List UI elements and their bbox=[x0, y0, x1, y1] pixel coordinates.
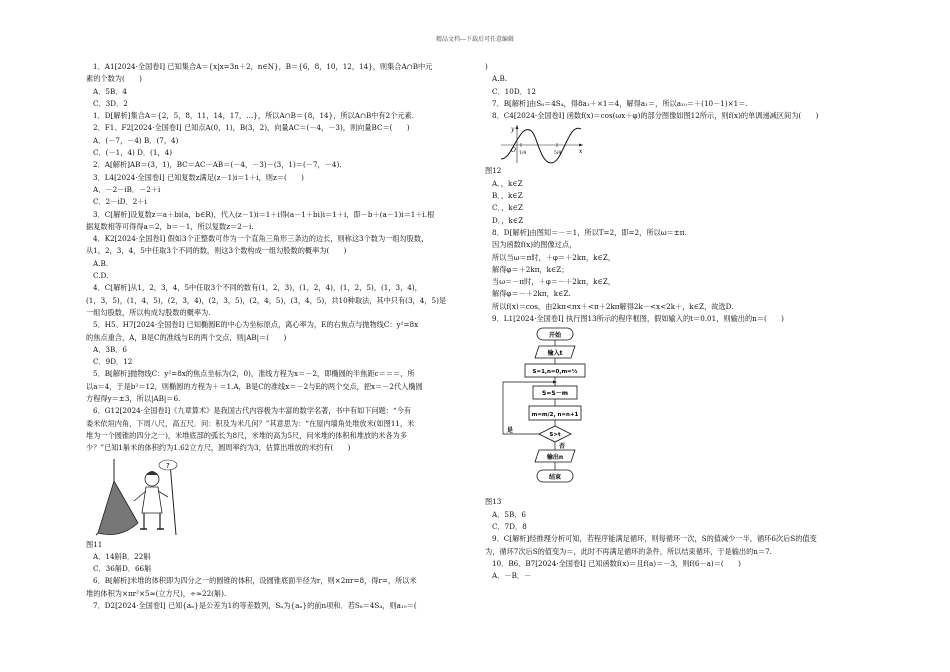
text-line: 1．A1[2024·全国卷Ⅰ] 已知集合A＝{x|x=3n＋2，n∈N}，B＝{6，8，10，12，14}，则集合A∩B中元 bbox=[93, 62, 433, 71]
flow-output: 输出n bbox=[546, 454, 564, 462]
text-line: C.D. bbox=[93, 271, 109, 281]
text-line: 8．D[解析]由图知＝－＝1，所以T=2，即=2，所以ω＝±π. bbox=[492, 227, 687, 237]
right-lines-after bbox=[485, 496, 885, 582]
fig12-x-label: x bbox=[579, 148, 583, 156]
text-line: (1，3，5)，(1，4，5)，(2，3，4)，(2，3，5)，(2，4，5)，(3，4，5)，共10种取法，其中只有(3，4，5)是 bbox=[86, 295, 447, 305]
text-line: 1．D[解析]集合A＝{2，5，8，11，14，17，…}，所以A∩B＝{8，14}，所以A∩B中有2个元素. bbox=[93, 111, 415, 121]
text-line: A．，k∈Z bbox=[492, 178, 523, 188]
fig12-y-label: y bbox=[511, 126, 515, 134]
text-line: C．10D．12 bbox=[492, 86, 536, 96]
flow-start: 开始 bbox=[548, 332, 562, 340]
text-line: C．，k∈Z bbox=[492, 203, 523, 213]
right-lines-mid bbox=[485, 165, 885, 325]
svg-text:?: ? bbox=[166, 461, 170, 470]
text-line: 9．C[解析]经推理分析可知，若程序能满足循环，则每循环一次，S的值减少一半，循环6次后S的值变 bbox=[492, 534, 817, 544]
text-line: 解得φ＝－＋2kπ，k∈Z. bbox=[492, 289, 571, 299]
text-line: C．7D．8 bbox=[492, 521, 527, 531]
text-line: 4．K2[2024·全国卷Ⅰ] 假如3个正整数可作为一个直角三角形三条边的边长，则称这3个数为一组勾股数， bbox=[93, 234, 429, 244]
flow-end: 结束 bbox=[548, 474, 562, 482]
text-line: ) bbox=[485, 62, 488, 71]
flow-yes-label: 是 bbox=[507, 427, 514, 435]
left-column bbox=[86, 61, 476, 612]
page-header: 精品文档---下载后可任意编辑 bbox=[435, 36, 515, 43]
text-line: D．，k∈Z bbox=[492, 215, 524, 225]
text-line: 2．F1、F2[2024·全国卷Ⅰ] 已知点A(0，1)，B(3，2)，向量AC＝(－4，－3)，则向量BC＝( ) bbox=[93, 123, 410, 133]
text-line: 所以当ω＝π时，＋φ＝＋2kπ，k∈Z， bbox=[492, 252, 616, 262]
text-line: 图12 bbox=[485, 166, 502, 176]
text-line: 解得φ＝＋2kπ，k∈Z； bbox=[492, 264, 569, 274]
text-line: 素的个数为( ) bbox=[86, 74, 142, 84]
text-line: 7．B[解析]由S₈＝4S₄，得8a₁＋×1＝4，解得a₁＝，所以a₁₀＝＋(10－1)×1＝. bbox=[492, 98, 748, 108]
text-line: 5．B[解析]抛物线C：y²=8x的焦点坐标为(2，0)，准线方程为x＝－2，即椭圆的半焦距c＝＝＝，所 bbox=[93, 369, 415, 379]
text-line: C．9D．12 bbox=[93, 357, 133, 367]
text-line: A．5B．4 bbox=[93, 86, 127, 96]
left-lines bbox=[86, 61, 476, 455]
text-line: 7．D2[2024·全国卷Ⅰ] 已知{aₙ}是公差为1的等差数列，Sₙ为{aₙ}的前n项和．若S₈＝4S₄，则a₁₀＝( bbox=[93, 600, 417, 610]
flow-init: S=1,n=0,m=½ bbox=[532, 369, 578, 376]
text-line: A．－B．－ bbox=[492, 571, 532, 581]
text-line: 据复数相等可得得a＝2，b＝－1，所以复数z＝2－i. bbox=[86, 221, 254, 231]
text-line: 委米依垣内角，下周八尺，高五尺．问：积及为米几何？”其意思为：“在屋内墙角处堆放米(如图11，米 bbox=[86, 418, 415, 428]
text-line: A．14斛B．22斛 bbox=[93, 551, 151, 561]
text-line: 2．A[解析]AB＝(3，1)，BC＝AC－AB＝(－4，－3)－(3，1)＝(－7，－4). bbox=[93, 160, 342, 170]
text-line: A．－2－iB．－2＋i bbox=[93, 184, 161, 194]
text-line: 堆为一个圆锥的四分之一)，米堆底部的弧长为8尺，米堆的高为5尺，问米堆的体积和堆放的米各为多 bbox=[86, 430, 408, 440]
text-line: 堆的体积为×πr²×5≈(立方尺)，÷≈22(斛). bbox=[86, 588, 227, 598]
text-line: C．2－iD．2＋i bbox=[93, 197, 147, 207]
text-line: 以a＝4，于是b²＝12，则椭圆的方程为＋＝1.A，B是C的准线x＝－2与E的两个交点，把x＝－2代入椭圆 bbox=[86, 381, 423, 391]
text-line: 的焦点重合，A，B是C的准线与E的两个交点，则|AB|＝( ) bbox=[86, 332, 287, 342]
text-line: A．(－7，－4) B．(7，4) bbox=[93, 135, 179, 145]
text-line: 3．L4[2024·全国卷Ⅰ] 已知复数z满足(z－1)i＝1＋i，则z＝( ) bbox=[93, 172, 304, 182]
text-line: C．3D．2 bbox=[93, 98, 128, 108]
text-line: 6．G12[2024·全国卷Ⅰ]《九章算术》是我国古代内容极为丰富的数学名著，书中有如下问题：“今有 bbox=[93, 406, 412, 416]
text-line: 少？”已知1斛米的体积约为1.62立方尺，圆周率约为3，估算出堆放的米约有( ) bbox=[86, 443, 351, 453]
text-line: 为，循环7次后S的值变为＝，此时不再满足循环的条件，所以结束循环，于是输出的n＝7. bbox=[485, 546, 772, 556]
text-line: A.B. bbox=[93, 258, 109, 268]
text-line: 8．C4[2024·全国卷Ⅰ] 函数f(x)＝cos(ωx＋φ)的部分图像如图12所示，则f(x)的单调递减区间为( ) bbox=[492, 111, 819, 121]
flow-input: 输入t bbox=[547, 350, 563, 358]
fig12-origin-label: O bbox=[511, 147, 516, 155]
flow-step2: m=m/2, n=n+1 bbox=[531, 412, 579, 419]
text-line: A．5B．6 bbox=[492, 509, 526, 519]
flow-step1: S=S－m bbox=[542, 390, 568, 398]
text-line: 当ω＝－π时，＋φ＝－＋2kπ，k∈Z， bbox=[492, 277, 616, 287]
flow-no-label: 否 bbox=[559, 443, 566, 451]
text-line: A.B. bbox=[492, 74, 508, 84]
text-line: 方程得y＝±3，所以|AB|＝6. bbox=[86, 394, 181, 404]
text-line: 图11 bbox=[86, 539, 103, 549]
fig12-tick-2: 5/4 bbox=[554, 151, 562, 157]
text-line: 一组勾股数，所以构成勾股数的概率为. bbox=[86, 307, 211, 317]
text-line: C．(－1，4) D．(1，4) bbox=[93, 148, 172, 158]
right-column bbox=[485, 61, 885, 582]
text-line: 9．L1[2024·全国卷Ⅰ] 执行图13所示的程序框图，假如输入的t＝0.01，则输出的n＝( ) bbox=[492, 314, 784, 324]
flow-condition: S>t bbox=[549, 432, 561, 439]
figure-11-rice-pile-illustration bbox=[94, 457, 190, 539]
text-line: 3．C[解析]设复数z＝a＋bi(a，b∈R)，代入(z－1)i＝1＋i得(a－1＋bi)i＝1＋i，即－b＋(a－1)i＝1＋i.根 bbox=[93, 209, 435, 219]
text-line: 5．H5、H7[2024·全国卷Ⅰ] 已知椭圆E的中心为坐标原点，离心率为，E的右焦点与抛物线C：y²=8x bbox=[93, 320, 419, 330]
text-line: C．36斛D．66斛 bbox=[93, 564, 152, 574]
text-line: 10．B6、B7[2024·全国卷Ⅰ] 已知函数f(x)＝且f(a)＝－3，则f(6－a)＝( ) bbox=[492, 558, 741, 568]
text-line: 6．B[解析]米堆的体积即为四分之一的圆锥的体积，设圆锥底面半径为r，则×2πr=8，得r=，所以米 bbox=[93, 576, 417, 586]
text-line: A．3B．6 bbox=[93, 344, 127, 354]
figure-12-cosine-graph bbox=[499, 123, 587, 165]
right-lines-before bbox=[485, 61, 885, 122]
figure-13-flowchart bbox=[495, 326, 623, 496]
text-line: 图13 bbox=[485, 497, 502, 507]
text-line: B．，k∈Z bbox=[492, 191, 523, 201]
text-line: 因为函数f(x)的图像过点， bbox=[492, 240, 577, 250]
text-line: 从1，2，3，4，5中任取3个不同的数，则这3个数构成一组勾股数的概率为( ) bbox=[86, 246, 347, 256]
text-line: 所以f(x)＝cos，由2kπ<πx＋<π＋2kπ解得2k－<x<2k＋，k∈Z，故选D. bbox=[492, 301, 734, 311]
fig12-tick-1: 1/4 bbox=[519, 151, 527, 157]
text-line: 4．C[解析]从1，2，3，4，5中任取3个不同的数有(1，2，3)，(1，2，4)，(1，2，5)，(1，3，4)， bbox=[93, 283, 422, 293]
left-lines-after bbox=[86, 539, 476, 613]
